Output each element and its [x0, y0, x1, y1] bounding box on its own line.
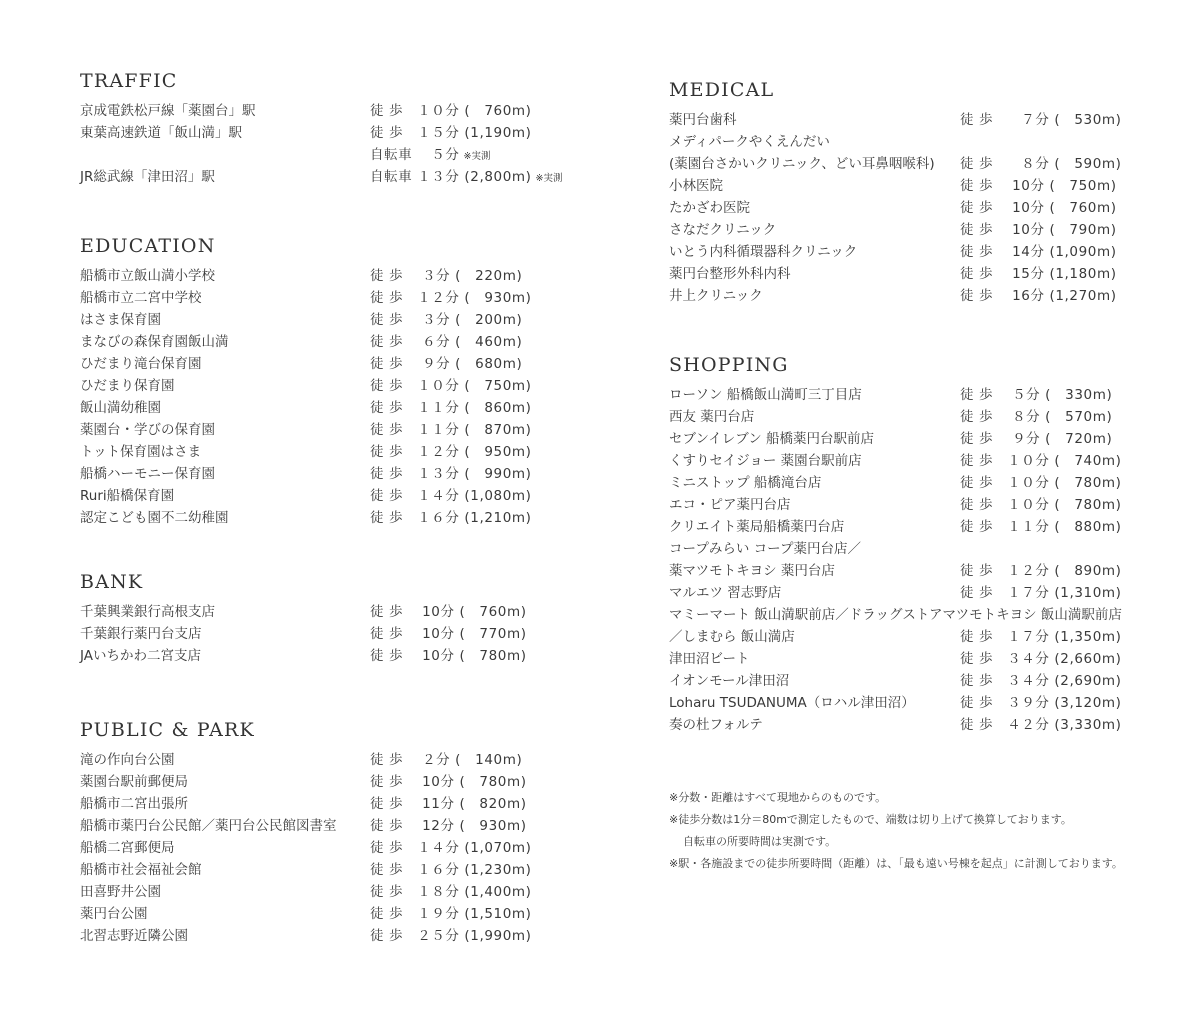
distance-text: 徒 歩 １２分 ( 950m): [370, 444, 532, 460]
distance-value: [960, 692, 1122, 714]
list-item: [80, 925, 532, 947]
education-heading: EDUCATION: [80, 235, 216, 257]
distance-text: 徒 歩 ７分 ( 530m): [960, 112, 1122, 128]
facility-name: セブンイレブン 船橋薬円台駅前店: [669, 431, 875, 447]
list-item: [80, 749, 523, 771]
distance-text: 徒 歩 ３分 ( 220m): [370, 268, 523, 284]
list-item: [669, 670, 1122, 692]
distance-text: 徒 歩 10分 ( 790m): [960, 222, 1117, 238]
distance-value: [370, 441, 532, 463]
list-item: [80, 507, 532, 529]
shopping-list: [669, 384, 1122, 736]
facility-name: 船橋市二宮出張所: [80, 796, 188, 812]
distance-text: 徒 歩 １７分 (1,350m): [960, 629, 1122, 645]
distance-value: [960, 109, 1122, 131]
facility-name: Loharu TSUDANUMA（ロハル津田沼）: [669, 695, 915, 711]
distance-value: [370, 507, 532, 529]
distance-text: 徒 歩 １１分 ( 870m): [370, 422, 532, 438]
list-item: [669, 582, 1122, 604]
list-item: [80, 100, 532, 122]
facility-name: はさま保育園: [80, 312, 161, 328]
distance-value: [370, 309, 522, 331]
list-item: [669, 219, 1117, 241]
distance-text: 徒 歩 ４２分 (3,330m): [960, 717, 1122, 733]
distance-value: [370, 837, 532, 859]
distance-value: [960, 450, 1122, 472]
distance-value: [370, 645, 527, 667]
distance-value: [960, 516, 1122, 538]
facility-name: メディパークやくえんだい: [669, 134, 830, 150]
list-item: [669, 714, 1122, 736]
facility-name: 小林医院: [669, 178, 723, 194]
list-item: [80, 623, 527, 645]
facility-name: イオンモール津田沼: [669, 673, 790, 689]
distance-text: 徒 歩 ５分 ( 330m): [960, 387, 1113, 403]
distance-value: [370, 815, 527, 837]
distance-text: 徒 歩 １２分 ( 890m): [960, 563, 1122, 579]
distance-text: 徒 歩 １０分 ( 750m): [370, 378, 532, 394]
list-item: [80, 485, 532, 507]
distance-text: 徒 歩 １５分 (1,190m): [370, 125, 532, 141]
distance-value: [960, 406, 1112, 428]
distance-value: [960, 472, 1122, 494]
distance-text: 自転車 ５分: [370, 147, 460, 163]
facility-name: 東葉高速鉄道「飯山満」駅: [80, 125, 242, 141]
distance-text: 徒 歩 １２分 ( 930m): [370, 290, 532, 306]
public-park-section: [80, 719, 532, 947]
distance-text: 徒 歩 １４分 (1,080m): [370, 488, 532, 504]
list-item: [80, 353, 523, 375]
distance-text: 徒 歩 １０分 ( 780m): [960, 475, 1122, 491]
distance-value: [370, 122, 532, 144]
facility-name: 薬円台公園: [80, 906, 148, 922]
list-item: [669, 406, 1113, 428]
list-item: [669, 472, 1122, 494]
list-item: [80, 397, 532, 419]
facility-name: 薬マツモトキヨシ 薬円台店: [669, 563, 835, 579]
distance-value: [960, 263, 1117, 285]
footnote: ※徒歩分数は1分＝80mで測定したもので、端数は切り上げて換算しております。: [669, 813, 1072, 826]
list-item: [669, 263, 1117, 285]
distance-text: 徒 歩 10分 ( 750m): [960, 178, 1117, 194]
list-item: [80, 793, 527, 815]
list-item: [80, 375, 532, 397]
distance-value: [960, 626, 1122, 648]
distance-value: [960, 241, 1117, 263]
facility-name: 田喜野井公園: [80, 884, 161, 900]
medical-heading: MEDICAL: [669, 79, 775, 101]
distance-value: [960, 560, 1122, 582]
distance-text: 徒 歩 ３４分 (2,690m): [960, 673, 1122, 689]
distance-value: [370, 463, 532, 485]
list-item: [669, 241, 1117, 263]
list-item: [80, 645, 527, 667]
list-item: [80, 815, 527, 837]
list-item: [669, 560, 1122, 582]
distance-text: 徒 歩 ３９分 (3,120m): [960, 695, 1122, 711]
facility-name: 薬園台・学びの保育園: [80, 422, 215, 438]
list-item: [669, 197, 1117, 219]
education-section: [80, 235, 532, 529]
facility-name: 井上クリニック: [669, 288, 763, 304]
list-item: [669, 131, 830, 153]
distance-value: [370, 903, 532, 925]
facility-name: 薬円台歯科: [669, 112, 737, 128]
facility-name: 奏の杜フォルテ: [669, 717, 763, 733]
list-item: [669, 109, 1122, 131]
distance-text: 徒 歩 15分 (1,180m): [960, 266, 1117, 282]
distance-value: [370, 925, 532, 947]
distance-value: [370, 397, 532, 419]
list-item: [80, 419, 532, 441]
facility-name: 認定こども園不二幼稚園: [80, 510, 229, 526]
list-item: [669, 604, 1122, 626]
distance-text: 徒 歩 12分 ( 930m): [370, 818, 527, 834]
facility-name: 船橋市立二宮中学校: [80, 290, 202, 306]
distance-text: 徒 歩 １０分 ( 740m): [960, 453, 1122, 469]
distance-text: 徒 歩 ８分 ( 590m): [960, 156, 1122, 172]
facility-name: 船橋ハーモニー保育園: [80, 466, 215, 482]
list-item: [80, 771, 527, 793]
list-item: [669, 175, 1117, 197]
footnote: ※分数・距離はすべて現地からのものです。: [669, 791, 887, 804]
distance-value: [960, 219, 1117, 241]
list-item: [80, 903, 532, 925]
distance-value: [370, 166, 562, 190]
public-park-heading: PUBLIC & PARK: [80, 719, 255, 741]
facility-name: コープみらい コープ薬円台店／: [669, 541, 861, 557]
measure-note: ※実測: [463, 151, 491, 162]
footnotes: [669, 787, 1123, 875]
medical-list: [669, 109, 1122, 307]
distance-text: 徒 歩 ８分 ( 570m): [960, 409, 1113, 425]
distance-text: 徒 歩 １１分 ( 860m): [370, 400, 532, 416]
facility-name: ローソン 船橋飯山満町三丁目店: [669, 387, 862, 403]
list-item: [669, 428, 1113, 450]
distance-text: 徒 歩 １０分 ( 760m): [370, 103, 532, 119]
traffic-heading: TRAFFIC: [80, 70, 178, 92]
distance-value: [370, 771, 527, 793]
facility-name: マミーマート 飯山満駅前店／ドラッグストアマツモトキヨシ 飯山満駅前店: [669, 607, 1122, 623]
list-item: [80, 463, 532, 485]
distance-text: 徒 歩 10分 ( 770m): [370, 626, 527, 642]
facility-name: 船橋市立飯山満小学校: [80, 268, 215, 284]
list-item: [80, 122, 532, 144]
facility-name: ひだまり滝台保育園: [80, 356, 202, 372]
distance-value: [960, 428, 1112, 450]
facility-name: JR総武線「津田沼」駅: [80, 169, 215, 185]
distance-text: 徒 歩 １４分 (1,070m): [370, 840, 532, 856]
distance-text: 徒 歩 ６分 ( 460m): [370, 334, 523, 350]
distance-value: [370, 287, 532, 309]
facility-name: 西友 薬円台店: [669, 409, 755, 425]
distance-text: 徒 歩 ９分 ( 720m): [960, 431, 1113, 447]
education-list: [80, 265, 532, 529]
distance-text: 徒 歩 10分 ( 780m): [370, 648, 527, 664]
distance-text: 徒 歩 16分 (1,270m): [960, 288, 1117, 304]
distance-value: [960, 384, 1112, 406]
distance-value: [370, 331, 522, 353]
public-park-list: [80, 749, 532, 947]
list-item: [669, 516, 1122, 538]
traffic-list: [80, 100, 563, 188]
distance-value: [370, 859, 532, 881]
distance-value: [960, 197, 1117, 219]
distance-value: [370, 353, 522, 375]
list-item: [80, 265, 523, 287]
distance-value: [370, 601, 527, 623]
distance-value: [960, 714, 1122, 736]
list-item: [80, 837, 532, 859]
facility-name: マルエツ 習志野店: [669, 585, 782, 601]
list-item: [669, 494, 1122, 516]
distance-value: [370, 419, 532, 441]
facility-name: 薬円台整形外科内科: [669, 266, 791, 282]
facility-name: エコ・ピア薬円台店: [669, 497, 791, 513]
list-item: [669, 692, 1122, 714]
list-item: [80, 881, 532, 903]
facility-name: 船橋市社会福祉会館: [80, 862, 202, 878]
facility-name: 千葉銀行薬円台支店: [80, 626, 202, 642]
list-item: [669, 538, 861, 560]
facility-name: 滝の作向台公園: [80, 752, 175, 768]
distance-text: 徒 歩 １７分 (1,310m): [960, 585, 1122, 601]
facility-name: 京成電鉄松戸線「薬園台」駅: [80, 103, 256, 119]
facility-name: トット保育園はさま: [80, 444, 202, 460]
distance-text: 徒 歩 ３４分 (2,660m): [960, 651, 1122, 667]
distance-value: [960, 175, 1117, 197]
distance-text: 徒 歩 １６分 (1,210m): [370, 510, 532, 526]
distance-text: 徒 歩 １８分 (1,400m): [370, 884, 532, 900]
facility-name: 薬園台駅前郵便局: [80, 774, 188, 790]
list-item: [669, 285, 1117, 307]
facility-name: ミニストップ 船橋滝台店: [669, 475, 822, 491]
distance-text: 徒 歩 ２分 ( 140m): [370, 752, 523, 768]
distance-text: 徒 歩 １３分 ( 990m): [370, 466, 532, 482]
facility-name: さなだクリニック: [669, 222, 777, 238]
facility-name: くすりセイジョー 薬園台駅前店: [669, 453, 862, 469]
traffic-section: [80, 70, 563, 188]
distance-value: [370, 144, 490, 168]
distance-value: [370, 485, 532, 507]
facility-name: (薬園台さかいクリニック、どい耳鼻咽喉科): [669, 156, 935, 172]
distance-text: 徒 歩 10分 ( 760m): [370, 604, 527, 620]
list-item: [80, 166, 563, 188]
distance-value: [960, 285, 1117, 307]
facility-name: ／しまむら 飯山満店: [669, 629, 795, 645]
list-item: [669, 450, 1122, 472]
shopping-heading: SHOPPING: [669, 354, 789, 376]
list-item: [80, 287, 532, 309]
bank-heading: BANK: [80, 571, 144, 593]
distance-value: [960, 648, 1122, 670]
distance-text: 徒 歩 １１分 ( 880m): [960, 519, 1122, 535]
list-item: [80, 331, 523, 353]
footnote: 自転車の所要時間は実測です。: [683, 835, 837, 848]
measure-note: ※実測: [535, 173, 563, 184]
list-item: [80, 441, 532, 463]
bank-list: [80, 601, 527, 667]
facility-name: JAいちかわ二宮支店: [80, 648, 201, 664]
distance-value: [370, 881, 532, 903]
facility-name: ひだまり保育園: [80, 378, 175, 394]
bank-section: [80, 571, 527, 667]
facility-name: Ruri船橋保育園: [80, 488, 175, 504]
footnote: ※駅・各施設までの徒歩所要時間（距離）は、「最も遠い号棟を起点」に計測しております。: [669, 857, 1123, 870]
distance-value: [370, 265, 522, 287]
distance-text: 徒 歩 11分 ( 820m): [370, 796, 527, 812]
list-item: [669, 626, 1122, 648]
facility-name: クリエイト薬局船橋薬円台店: [669, 519, 845, 535]
facility-name: 津田沼ビート: [669, 651, 750, 667]
facility-name: まなびの森保育園飯山満: [80, 334, 229, 350]
facility-name: いとう内科循環器科クリニック: [669, 244, 858, 260]
distance-text: 自転車 １３分 (2,800m): [370, 169, 532, 185]
distance-text: 徒 歩 １９分 (1,510m): [370, 906, 532, 922]
shopping-section: [669, 354, 1122, 736]
distance-value: [960, 494, 1122, 516]
distance-value: [370, 100, 532, 122]
distance-value: [960, 153, 1122, 175]
distance-value: [370, 793, 527, 815]
distance-text: 徒 歩 ３分 ( 200m): [370, 312, 523, 328]
list-item: [669, 648, 1122, 670]
distance-text: 徒 歩 １６分 (1,230m): [370, 862, 532, 878]
facility-name: 千葉興業銀行高根支店: [80, 604, 215, 620]
list-item: [80, 144, 491, 166]
facility-name: 飯山満幼稚園: [80, 400, 161, 416]
facility-name: 船橋二宮郵便局: [80, 840, 175, 856]
medical-section: [669, 79, 1122, 307]
list-item: [80, 601, 527, 623]
facility-name: 船橋市薬円台公民館／薬円台公民館図書室: [80, 818, 337, 834]
distance-text: 徒 歩 10分 ( 780m): [370, 774, 527, 790]
distance-value: [370, 749, 522, 771]
distance-text: 徒 歩 １０分 ( 780m): [960, 497, 1122, 513]
distance-text: 徒 歩 14分 (1,090m): [960, 244, 1117, 260]
distance-value: [370, 375, 532, 397]
facility-name: 北習志野近隣公園: [80, 928, 188, 944]
list-item: [669, 384, 1113, 406]
distance-text: 徒 歩 10分 ( 760m): [960, 200, 1117, 216]
list-item: [80, 309, 523, 331]
distance-text: 徒 歩 ２５分 (1,990m): [370, 928, 532, 944]
distance-value: [370, 623, 527, 645]
distance-value: [960, 582, 1122, 604]
facility-name: たかざわ医院: [669, 200, 750, 216]
list-item: [669, 153, 1122, 175]
list-item: [80, 859, 532, 881]
distance-text: 徒 歩 ９分 ( 680m): [370, 356, 523, 372]
distance-value: [960, 670, 1122, 692]
